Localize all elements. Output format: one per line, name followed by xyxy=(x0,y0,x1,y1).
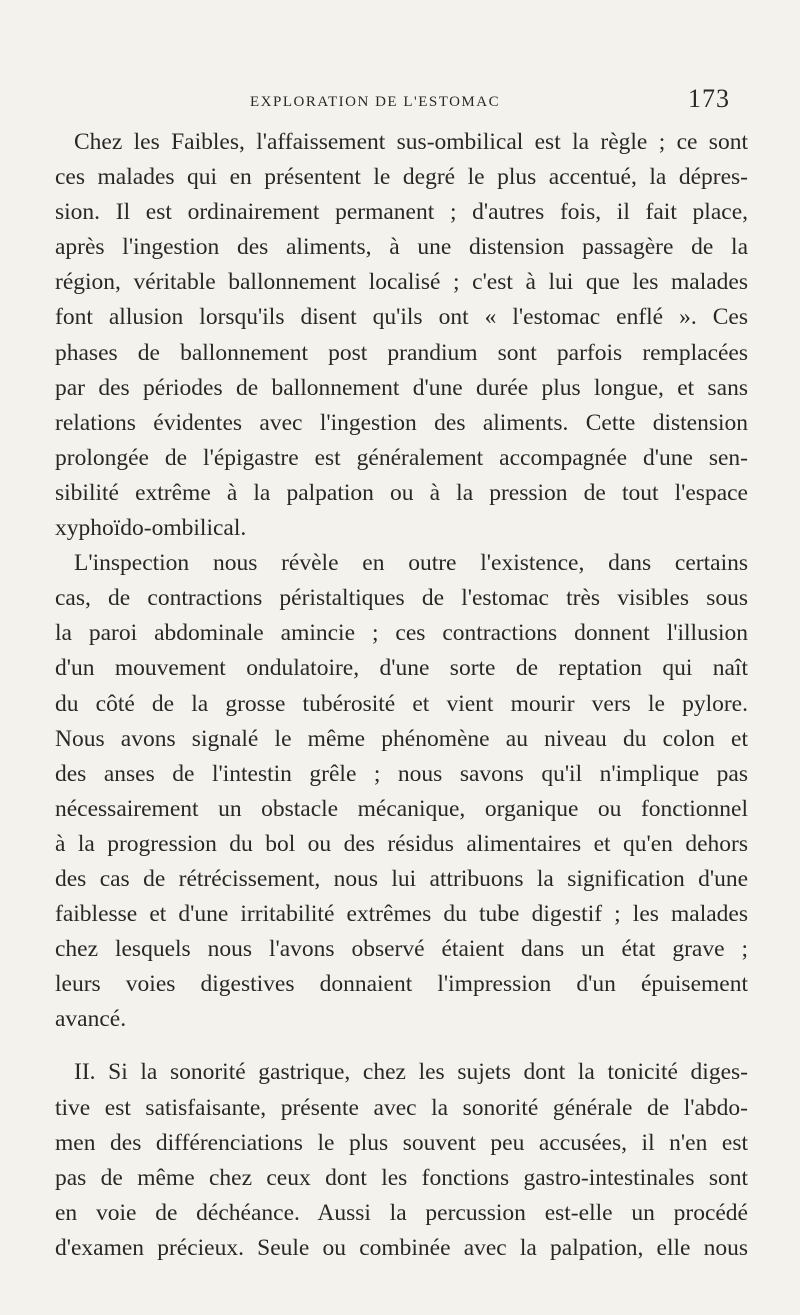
running-head-title: EXPLORATION DE L'ESTOMAC xyxy=(250,94,501,110)
paragraph-2 xyxy=(55,546,748,1037)
text-line: tive est satisfaisante, présente avec la sonorité générale de l'abdo- xyxy=(55,1094,748,1121)
text-line: chez lesquels nous l'avons observé étaient dans un état grave ; xyxy=(55,936,748,963)
body-text xyxy=(55,125,748,1266)
text-line: des cas de rétrécissement, nous lui attribuons la signification d'une xyxy=(55,865,748,892)
text-line: phases de ballonnement post prandium sont parfois remplacées xyxy=(55,339,748,366)
text-line: leurs voies digestives donnaient l'impression d'un épuisement xyxy=(55,971,748,998)
text-line: la paroi abdominale amincie ; ces contractions donnent l'illusion xyxy=(55,620,748,647)
text-line: L'inspection nous révèle en outre l'existence, dans certains xyxy=(74,550,748,577)
text-line: des anses de l'intestin grêle ; nous savons qu'il n'implique pas xyxy=(55,760,748,787)
text-line: d'examen précieux. Seule ou combinée avec la palpation, elle nous xyxy=(55,1234,748,1261)
text-line: II. Si la sonorité gastrique, chez les sujets dont la tonicité diges- xyxy=(74,1059,748,1086)
text-line: en voie de déchéance. Aussi la percussion est-elle un procédé xyxy=(55,1199,748,1226)
text-line: Chez les Faibles, l'affaissement sus-ombilical est la règle ; ce sont xyxy=(74,129,748,155)
text-line: prolongée de l'épigastre est généralement accompagnée d'une sen- xyxy=(55,444,748,471)
text-line: font allusion lorsqu'ils disent qu'ils ont « l'estomac enflé ». Ces xyxy=(55,304,748,331)
text-line: ces malades qui en présentent le degré le plus accentué, la dépres- xyxy=(55,164,748,191)
paragraph-1 xyxy=(55,125,748,546)
text-line: faiblesse et d'une irritabilité extrêmes du tube digestif ; les malades xyxy=(55,901,748,928)
text-line: avancé. xyxy=(55,1006,127,1033)
text-line: pas de même chez ceux dont les fonctions gastro-intestinales sont xyxy=(55,1164,748,1191)
text-line: d'un mouvement ondulatoire, d'une sorte de reptation qui naît xyxy=(55,655,748,682)
page-number: 173 xyxy=(688,84,730,113)
text-line: sibilité extrême à la palpation ou à la pression de tout l'espace xyxy=(55,479,748,506)
paragraph-spacer xyxy=(55,1037,748,1055)
text-line: cas, de contractions péristaltiques de l'estomac très visibles sous xyxy=(55,585,748,612)
text-line: du côté de la grosse tubérosité et vient mourir vers le pylore. xyxy=(55,690,748,717)
text-line: men des différenciations le plus souvent peu accusées, il n'en est xyxy=(55,1129,748,1156)
text-line: sion. Il est ordinairement permanent ; d'autres fois, il fait place, xyxy=(55,199,748,226)
paragraph-3 xyxy=(55,1055,748,1266)
text-line: Nous avons signalé le même phénomène au niveau du colon et xyxy=(55,725,748,752)
text-line: nécessairement un obstacle mécanique, organique ou fonctionnel xyxy=(55,795,748,822)
running-head xyxy=(240,84,730,120)
text-line: relations évidentes avec l'ingestion des aliments. Cette distension xyxy=(55,409,748,436)
text-line: xyphoïdo-ombilical. xyxy=(55,515,247,542)
text-line: après l'ingestion des aliments, à une distension passagère de la xyxy=(55,234,748,261)
text-line: à la progression du bol ou des résidus alimentaires et qu'en dehors xyxy=(55,830,748,857)
text-line: par des périodes de ballonnement d'une durée plus longue, et sans xyxy=(55,374,748,401)
text-line: région, véritable ballonnement localisé ; c'est à lui que les malades xyxy=(55,269,748,296)
